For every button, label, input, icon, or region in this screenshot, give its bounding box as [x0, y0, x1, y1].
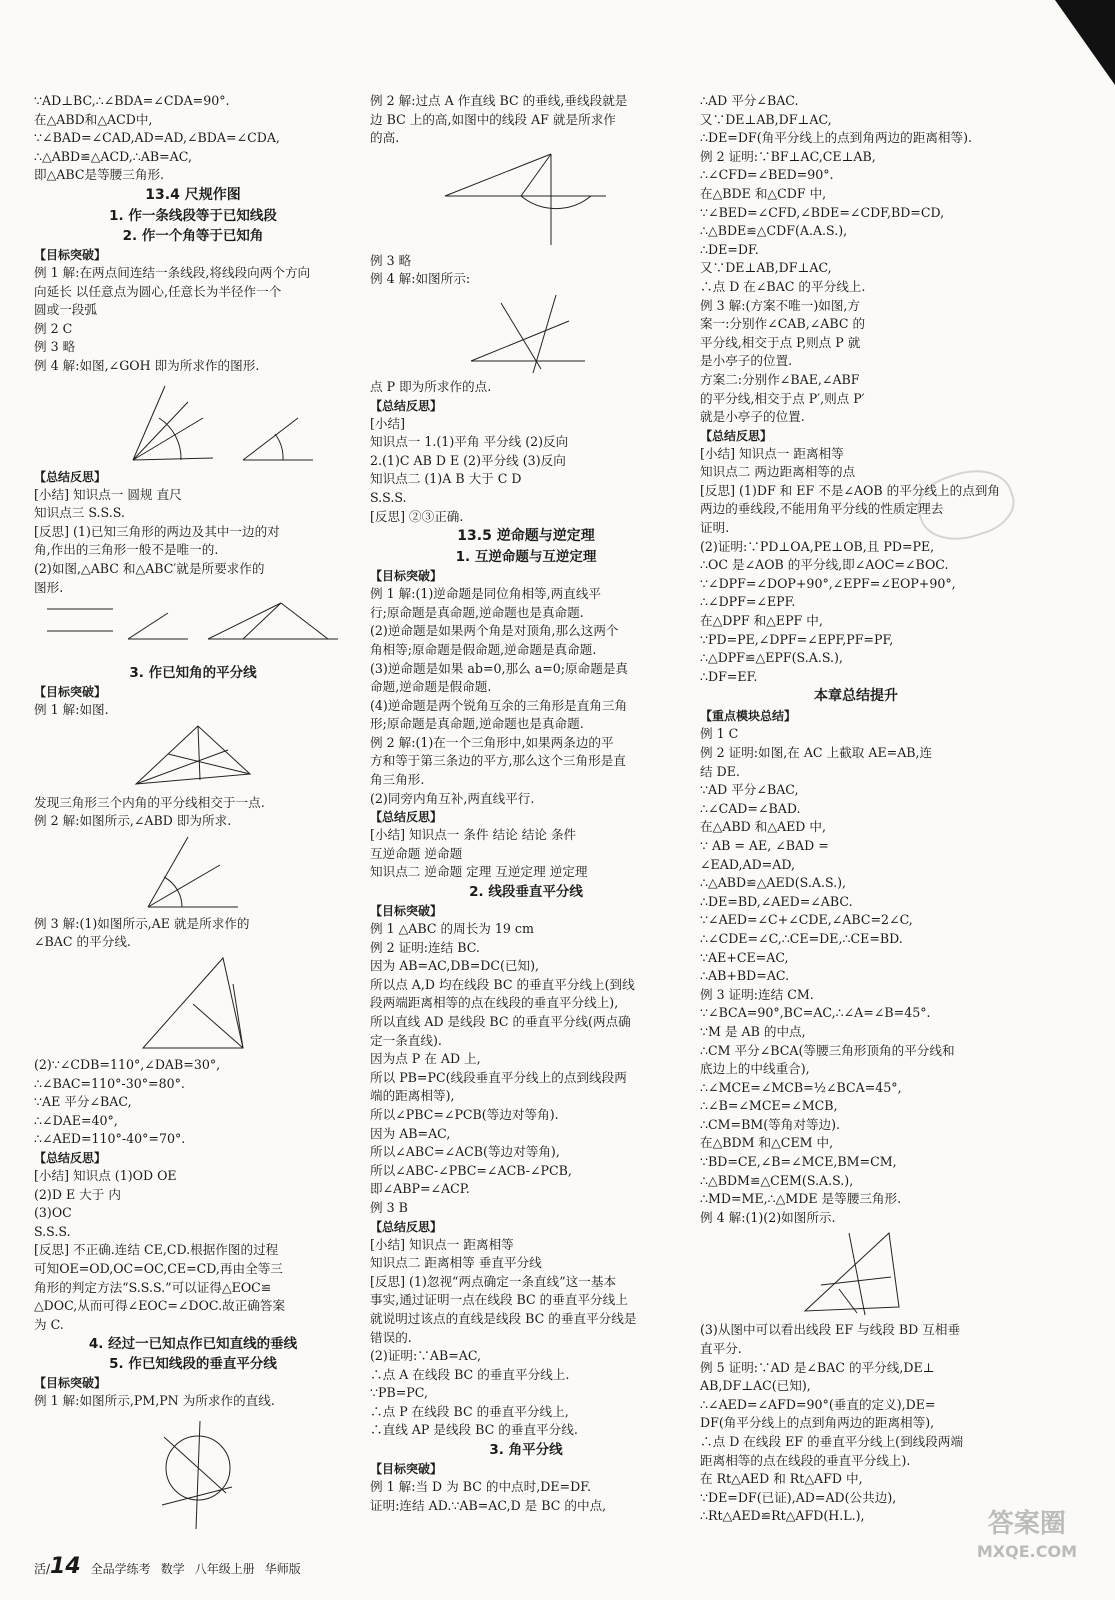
text-line: ∴AB+BD=AC.: [700, 968, 790, 984]
footer-subject: 数学: [160, 1562, 185, 1576]
text-line: 向延长 以任意点为圆心,任意长为半径作一个: [34, 283, 282, 299]
text-line: 例 1 △ABC 的周长为 19 cm: [370, 921, 534, 937]
text-line: ∴∠DPF=∠EPF.: [700, 594, 796, 610]
text-line: 即△ABC是等腰三角形.: [34, 167, 165, 183]
text-line: [反思] (1)忽视“两点确定一条直线”这一基本: [370, 1273, 617, 1289]
text-line: 所以∠PBC=∠PCB(等边对等角).: [370, 1106, 559, 1122]
text-line: 角形的判定方法“S.S.S.”可以证得△EOC≌: [34, 1279, 272, 1295]
text-line: 例 2 解:(1)在一个三角形中,如果两条边的平: [370, 734, 614, 750]
text-line: ∴∠AED=∠AFD=90°(垂直的定义),DE=: [700, 1396, 936, 1412]
text-line: △DOC,从而可得∠EOC=∠DOC.故正确答案: [34, 1298, 286, 1314]
text-line: 又∵DE⊥AB,DF⊥AC,: [700, 111, 832, 127]
section-heading: 3. 作已知角的平分线: [129, 665, 257, 682]
text-line: 所以∠ABC-∠PBC=∠ACB-∠PCB,: [370, 1162, 572, 1178]
section-heading: 1. 互逆命题与互逆定理: [455, 549, 597, 566]
text-line: 因为 AB=AC,: [370, 1125, 451, 1141]
text-line: ∵ AB = AE, ∠BAD =: [700, 837, 829, 853]
text-line: 例 3 略: [34, 339, 76, 355]
text-line: 2.(1)C AB D E (2)平分线 (3)反向: [370, 452, 566, 468]
section-tag: 【目标突破】: [34, 685, 107, 700]
text-line: 所以直线 AD 是线段 BC 的垂直平分线(两点确: [370, 1014, 631, 1029]
text-line: 平分线,相交于点 P,则点 P 就: [700, 334, 861, 350]
text-line: S.S.S.: [370, 489, 407, 505]
text-line: (2)证明:∵PD⊥OA,PE⊥OB,且 PD=PE,: [700, 538, 935, 554]
text-line: (2)∵∠CDB=110°,∠DAB=30°,: [34, 1057, 221, 1073]
text-line: ∴OC 是∠AOB 的平分线,即∠AOC=∠BOC.: [700, 557, 949, 573]
text-line: S.S.S.: [34, 1223, 71, 1239]
column-left: [34, 92, 352, 1535]
text-line: ∴点 A 在线段 BC 的垂直平分线上.: [370, 1366, 570, 1382]
section-tag: 【总结反思】: [700, 428, 773, 443]
text-line: 角相等;原命题是假命题,逆命题是真命题.: [370, 641, 597, 657]
text-line: ∵AE+CE=AC,: [700, 949, 789, 965]
section-tag: 【总结反思】: [34, 469, 107, 484]
figure-angle: [63, 378, 323, 466]
text-line: 结 DE.: [700, 763, 740, 779]
footer-edition: 华师版: [264, 1562, 301, 1576]
text-line: ∠BAC 的平分线.: [34, 934, 131, 950]
watermark-logo: 答案圈 MXQE.COM: [976, 1509, 1077, 1561]
text-line: ∴△BDE≌△CDF(A.A.S.),: [700, 223, 848, 239]
text-line: 例 3 解:(1)如图所示,AE 就是所求作的: [34, 915, 250, 931]
column-right: [700, 92, 1012, 1526]
text-line: 边 BC 上的高,如图中的线段 AF 就是所求作: [370, 111, 616, 127]
text-line: ∴Rt△AED≌Rt△AFD(H.L.),: [700, 1508, 865, 1524]
text-line: ∴DF=EF.: [700, 668, 758, 684]
text-line: 例 4 解:如图所示:: [370, 271, 471, 287]
text-line: 例 2 C: [34, 320, 73, 336]
text-line: 在△ABD 和△AED 中,: [700, 819, 826, 835]
text-line: 例 1 解:如图所示,PM,PN 为所求作的直线.: [34, 1393, 275, 1409]
section-heading: 4. 经过一已知点作已知直线的垂线: [88, 1336, 298, 1353]
text-line: 知识点一 1.(1)平角 平分线 (2)反向: [370, 434, 569, 450]
text-line: ∴△DPF≌△EPF(S.A.S.),: [700, 650, 843, 666]
text-line: 两边的垂线段,不能用角平分线的性质定理去: [700, 501, 944, 517]
text-line: 发现三角形三个内角的平分线相交于一点.: [34, 794, 265, 810]
text-line: [反思] ②③正确.: [370, 508, 464, 524]
text-line: 就说明过该点的直线是线段 BC 的垂直平分线是: [370, 1310, 637, 1326]
text-line: 在△BDM 和△CEM 中,: [700, 1135, 834, 1151]
text-line: 可知OE=OD,OC=OC,CE=CD,再由全等三: [34, 1261, 283, 1276]
figure-tri3: [128, 722, 258, 792]
text-line: ∴△ABD≌△ACD,∴AB=AC,: [34, 148, 192, 164]
text-line: [反思] 不正确.连结 CE,CD.根据作图的过程: [34, 1242, 279, 1258]
text-line: ∴∠CDE=∠C,∴CE=DE,∴CE=BD.: [700, 930, 903, 946]
text-line: 事实,通过证明一点在线段 BC 的垂直平分线上: [370, 1292, 628, 1308]
text-line: 命题,逆命题是假命题.: [370, 679, 492, 695]
text-line: [反思] (1)已知三角形的两边及其中一边的对: [34, 523, 280, 539]
text-line: (2)D E 大于 内: [34, 1186, 121, 1202]
figure-alt: [441, 150, 611, 250]
section-heading: 2. 作一个角等于已知角: [122, 227, 264, 244]
section-heading: 5. 作已知线段的垂直平分线: [109, 1356, 277, 1373]
section-tag: 【总结反思】: [370, 398, 443, 413]
text-line: 因为 AB=AC,DB=DC(已知),: [370, 958, 540, 974]
text-line: ∴CM 平分∠BCA(等腰三角形顶角的平分线和: [700, 1042, 955, 1058]
text-line: ∵AD⊥BC,∴∠BDA=∠CDA=90°.: [34, 93, 230, 108]
text-line: 例 3 解:(方案不唯一)如图,方: [700, 297, 861, 313]
text-line: 点 P 即为所求作的点.: [370, 378, 492, 394]
text-line: ∴∠B=∠MCE=∠MCB,: [700, 1098, 838, 1114]
text-line: (2)同旁内角互补,两直线平行.: [370, 790, 535, 806]
text-line: 为 C.: [34, 1316, 64, 1332]
text-line: [小结] 知识点一 圆规 直尺: [34, 486, 182, 502]
section-tag: 【目标突破】: [34, 247, 107, 262]
text-line: 距离相等的点在线段的垂直平分线上).: [700, 1452, 911, 1468]
text-line: (2)如图,△ABC 和△ABC′就是所要求作的: [34, 560, 265, 576]
text-line: 例 2 证明:如图,在 AC 上截取 AE=AB,连: [700, 745, 933, 760]
section-heading: 13.4 尺规作图: [145, 186, 241, 203]
text-line: ∵DE=DF(已证),AD=AD(公共边),: [700, 1489, 897, 1505]
text-line: ∴∠CAD=∠BAD.: [700, 800, 801, 816]
text-line: ∵∠BCA=90°,BC=AC,∴∠A=∠B=45°.: [700, 1005, 931, 1021]
text-line: ∴DE=DF(角平分线上的点到角两边的距离相等).: [700, 130, 973, 146]
text-line: (3)从图中可以看出线段 EF 与线段 BD 互相垂: [700, 1322, 961, 1338]
text-line: ∴∠DAE=40°,: [34, 1112, 118, 1128]
section-tag: 【重点模块总结】: [700, 709, 797, 724]
figure-bis2: [138, 833, 248, 913]
text-line: 的高.: [370, 130, 400, 146]
text-line: [小结] 知识点 (1)OD OE: [34, 1168, 177, 1184]
text-line: 知识点二 距离相等 垂直平分线: [370, 1255, 542, 1271]
text-line: 例 2 解:过点 A 作直线 BC 的垂线,垂线段就是: [370, 93, 628, 108]
text-line: 所以∠ABC=∠ACB(等边对等角),: [370, 1144, 560, 1160]
section-heading: 2. 线段垂直平分线: [469, 884, 583, 901]
text-line: [小结] 知识点一 距离相等: [700, 445, 844, 461]
text-line: [小结]: [370, 415, 406, 431]
section-heading: 本章总结提升: [814, 688, 898, 705]
text-line: ∴∠MCE=∠MCB=½∠BCA=45°,: [700, 1079, 902, 1095]
figure-ex4: [801, 1229, 911, 1319]
text-line: [小结] 知识点一 条件 结论 结论 条件: [370, 827, 577, 843]
text-line: 例 3 证明:连结 CM.: [700, 986, 814, 1002]
text-line: ∴△ABD≌△AED(S.A.S.),: [700, 875, 847, 891]
footer-book-title: 全品学练考: [90, 1562, 151, 1576]
text-line: 例 1 解:在两点间连结一条线段,将线段向两个方向: [34, 264, 311, 280]
column-middle: [370, 92, 682, 1515]
text-line: ∴DE=BD,∠AED=∠ABC.: [700, 893, 853, 909]
text-line: 在△DPF 和△EPF 中,: [700, 613, 823, 629]
text-line: ∴CM=BM(等角对等边).: [700, 1116, 841, 1132]
figure-bis3: [133, 954, 253, 1054]
text-line: 方和等于第三条边的平方,那么这个三角形是直: [370, 753, 626, 769]
figure-ssa: [43, 599, 343, 661]
text-line: 图形.: [34, 579, 64, 595]
section-heading: 3. 角平分线: [489, 1442, 563, 1459]
text-line: 知识点三 S.S.S.: [34, 505, 125, 521]
text-line: ∵M 是 AB 的中点,: [700, 1023, 806, 1039]
text-line: (3)OC: [34, 1205, 72, 1221]
text-line: 底边上的中线重合),: [700, 1061, 810, 1077]
text-line: 知识点二 两边距离相等的点: [700, 464, 856, 480]
text-line: 证明:连结 AD.∵AB=AC,D 是 BC 的中点,: [370, 1497, 607, 1513]
text-line: 所以点 A,D 均在线段 BC 的垂直平分线上(到线: [370, 976, 635, 992]
corner-tab: [1055, 0, 1115, 85]
text-line: 例 2 证明:∵BF⊥AC,CE⊥AB,: [700, 148, 876, 164]
text-line: ∴点 D 在∠BAC 的平分线上.: [700, 278, 866, 294]
text-line: 角三角形.: [370, 772, 425, 788]
text-line: 直平分.: [700, 1341, 742, 1357]
text-line: ∴DE=DF.: [700, 241, 759, 257]
text-line: 例 1 解:如图.: [34, 702, 109, 718]
text-line: (4)逆命题是两个锐角互余的三角形是直角三角: [370, 697, 628, 713]
text-line: ∴AD 平分∠BAC.: [700, 93, 799, 108]
text-line: 例 4 解:如图,∠GOH 即为所求作的图形.: [34, 357, 260, 373]
text-line: 例 1 解:当 D 为 BC 的中点时,DE=DF.: [370, 1479, 591, 1495]
text-line: [反思] (1)DF 和 EF 不是∠AOB 的平分线上的点到角: [700, 482, 1000, 498]
text-line: ∵BD=CE,∠B=∠MCE,BM=CM,: [700, 1154, 897, 1170]
section-tag: 【总结反思】: [34, 1151, 107, 1166]
section-tag: 【目标突破】: [370, 1462, 443, 1477]
text-line: 所以 PB=PC(线段垂直平分线上的点到线段两: [370, 1069, 627, 1085]
text-line: ∴MD=ME,∴△MDE 是等腰三角形.: [700, 1191, 902, 1207]
footer-grade: 八年级上册: [194, 1562, 255, 1576]
text-line: ∵AE 平分∠BAC,: [34, 1094, 132, 1110]
text-line: 的平分线,相交于点 P′,则点 P′: [700, 390, 865, 406]
text-line: 证明.: [700, 520, 730, 536]
text-line: 是小亭子的位置.: [700, 353, 793, 369]
text-line: 例 5 证明:∵AD 是∠BAC 的平分线,DE⊥: [700, 1359, 935, 1375]
text-line: ∴直线 AP 是线段 BC 的垂直平分线.: [370, 1422, 578, 1438]
text-line: DF(角平分线上的点到角两边的距离相等),: [700, 1415, 935, 1431]
text-line: 角,作出的三角形一般不是唯一的.: [34, 542, 219, 558]
text-line: AB,DF⊥AC(已知),: [700, 1378, 811, 1394]
text-line: ∵PD=PE,∠DPF=∠EPF,PF=PF,: [700, 631, 894, 647]
text-line: 因为点 P 在 AD 上,: [370, 1051, 481, 1067]
text-line: 错误的.: [370, 1329, 412, 1345]
text-line: 知识点二 (1)A B 大于 C D: [370, 471, 522, 487]
text-line: 形;原命题是真命题,逆命题也是真命题.: [370, 716, 584, 732]
text-line: [小结] 知识点一 距离相等: [370, 1236, 514, 1252]
text-line: 就是小亭子的位置.: [700, 409, 805, 425]
text-line: 例 2 证明:连结 BC.: [370, 939, 480, 955]
text-line: ∵∠BAD=∠CAD,AD=AD,∠BDA=∠CDA,: [34, 130, 280, 146]
text-line: 例 3 B: [370, 1199, 408, 1215]
text-line: ∴△BDM≌△CEM(S.A.S.),: [700, 1172, 854, 1188]
footer-page-number: 活/14: [34, 1554, 81, 1579]
text-line: 段两端距离相等的点在线段的垂直平分线上),: [370, 995, 619, 1011]
text-line: ∴∠AED=110°-40°=70°.: [34, 1131, 186, 1147]
text-line: ∠EAD,AD=AD,: [700, 856, 795, 872]
page-footer: [34, 1554, 301, 1579]
text-line: (3)逆命题是如果 ab=0,那么 a=0;原命题是真: [370, 660, 629, 676]
section-tag: 【目标突破】: [370, 904, 443, 919]
text-line: 在 Rt△AED 和 Rt△AFD 中,: [700, 1471, 863, 1487]
text-line: 定一条直线).: [370, 1032, 442, 1048]
text-line: 例 4 解:(1)(2)如图所示.: [700, 1209, 836, 1225]
text-line: 例 2 解:如图所示,∠ABD 即为所求.: [34, 813, 232, 829]
text-line: 圆或一段弧: [34, 302, 97, 318]
section-tag: 【目标突破】: [34, 1376, 107, 1391]
section-heading: 1. 作一条线段等于已知线段: [109, 207, 277, 224]
text-line: 即∠ABP=∠ACP.: [370, 1181, 470, 1197]
text-line: (2)证明:∵AB=AC,: [370, 1348, 482, 1364]
text-line: ∴点 P 在线段 BC 的垂直平分线上,: [370, 1403, 569, 1419]
section-heading: 13.5 逆命题与逆定理: [457, 528, 595, 545]
text-line: 在△ABD和△ACD中,: [34, 111, 153, 127]
text-line: 例 1 C: [700, 726, 739, 742]
text-line: ∴∠CFD=∠BED=90°.: [700, 167, 834, 183]
text-line: 又∵DE⊥AB,DF⊥AC,: [700, 260, 832, 276]
section-tag: 【目标突破】: [370, 569, 443, 584]
text-line: ∵∠DPF=∠DOP+90°,∠EPF=∠EOP+90°,: [700, 575, 956, 591]
text-line: ∴∠BAC=110°-30°=80°.: [34, 1075, 185, 1091]
text-line: ∵∠AED=∠C+∠CDE,∠ABC=2∠C,: [700, 912, 913, 928]
section-tag: 【总结反思】: [370, 1219, 443, 1234]
text-line: 例 1 解:(1)逆命题是同位角相等,两直线平: [370, 586, 602, 602]
text-line: 在△BDE 和△CDF 中,: [700, 185, 827, 201]
text-line: ∵PB=PC,: [370, 1385, 428, 1401]
text-line: ∵∠BED=∠CFD,∠BDE=∠CDF,BD=CD,: [700, 204, 945, 220]
text-line: 互逆命题 逆命题: [370, 845, 463, 861]
text-line: 例 3 略: [370, 252, 412, 268]
text-line: ∵AD 平分∠BAC,: [700, 782, 799, 798]
text-line: 端的距离相等),: [370, 1088, 455, 1104]
text-line: 知识点二 逆命题 定理 互逆定理 逆定理: [370, 864, 588, 880]
text-line: 方案二:分别作∠BAE,∠ABF: [700, 371, 860, 387]
figure-perp: [148, 1413, 238, 1533]
text-line: ∴点 D 在线段 EF 的垂直平分线上(到线段两端: [700, 1434, 964, 1449]
text-line: 行;原命题是真命题,逆命题也是真命题.: [370, 604, 584, 620]
text-line: (2)逆命题是如果两个角是对顶角,那么这两个: [370, 623, 619, 639]
section-tag: 【总结反思】: [370, 810, 443, 825]
text-line: 案一:分别作∠CAB,∠ABC 的: [700, 316, 866, 332]
figure-pt: [461, 291, 591, 376]
